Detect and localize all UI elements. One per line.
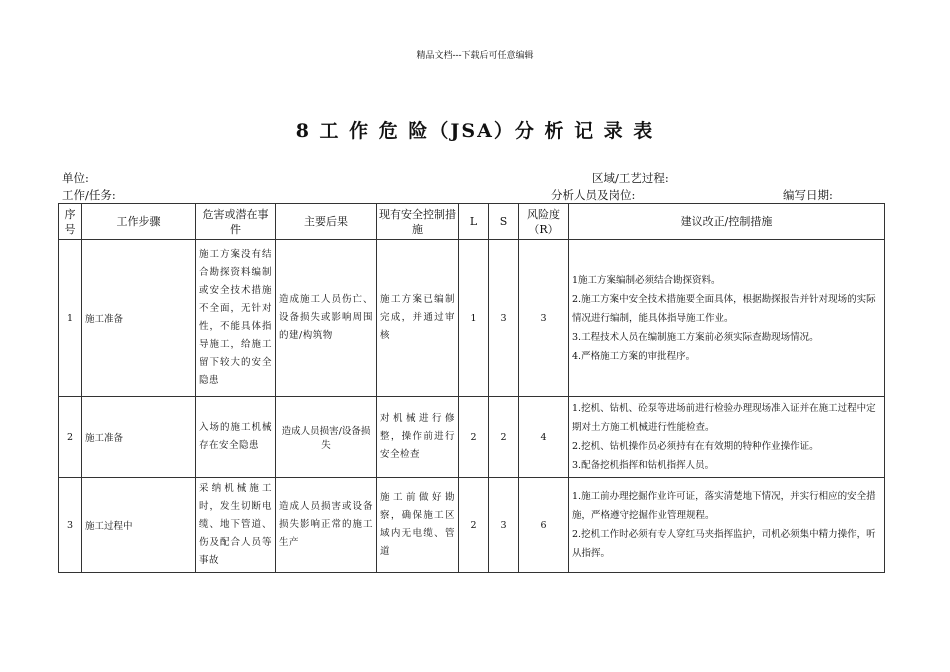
header-step: 工作步骤 [82, 204, 196, 240]
control-item: 3.配备挖机指挥和钻机指挥人员。 [572, 460, 715, 471]
row-risk: 6 [519, 478, 569, 573]
row-step: 施工准备 [82, 397, 196, 478]
row-l: 1 [459, 240, 489, 397]
task-label: 工作/任务: [62, 188, 116, 202]
control-item: 1.挖机、钻机、砼泵等进场前进行检验办理现场准入证并在施工过程中定期对土方施工机械进行性能检查。 [572, 403, 876, 433]
row-step: 施工准备 [82, 240, 196, 397]
control-item: 2.挖机工作时必须有专人穿红马夹指挥监护，司机必须集中精力操作，听从指挥。 [572, 529, 876, 559]
control-item: 3.工程技术人员在编制施工方案前必须实际查勘现场情况。 [572, 331, 819, 343]
header-consequence: 主要后果 [276, 204, 377, 240]
table-header-row [59, 204, 885, 240]
control-item: 4.严格施工方案的审批程序。 [572, 350, 696, 362]
row-consequence: 造成施工人员伤亡、设备损失或影响周围的建/构筑物 [276, 240, 377, 397]
row-hazard: 采纳机械施工时，发生切断电缆、地下管道、伤及配合人员等 事故 [196, 478, 276, 573]
control-item: 2.施工方案中安全技术措施要全面具体，根据勘探报告并针对现场的实际情况进行编制，能具体指导施工作业。 [572, 293, 876, 324]
header-note: 精品文档---下载后可任意编辑 [416, 51, 534, 61]
analyst-label: 分析人员及岗位: [551, 188, 636, 202]
row-l: 2 [459, 478, 489, 573]
header-measures: 现有安全控制措施 [377, 204, 459, 240]
date-label: 编写日期: [783, 188, 833, 202]
table-row [59, 478, 885, 573]
header-controls: 建议改正/控制措施 [569, 204, 885, 240]
row-controls [569, 397, 885, 478]
row-seq: 2 [59, 397, 82, 478]
row-s: 2 [489, 397, 519, 478]
control-item: 2.挖机、钻机操作员必须持有在有效期的特种作业操作证。 [572, 441, 819, 452]
jsa-table [58, 203, 885, 573]
header-risk: 风险度（R） [519, 204, 569, 240]
row-l: 2 [459, 397, 489, 478]
row-seq: 3 [59, 478, 82, 573]
table-row [59, 240, 885, 397]
row-consequence: 造成人员损害或设备损失影响正常的施工生产 [276, 478, 377, 573]
header-l: L [459, 204, 489, 240]
row-consequence: 造成人员损害/设备损失 [276, 397, 377, 478]
row-hazard: 施工方案没有结合勘探资料编制或安全技术措施不全面，无针对性，不能具体指导施工，给施工留下较大的安全隐患 [196, 240, 276, 397]
row-risk: 4 [519, 397, 569, 478]
control-item: 1.施工前办理挖掘作业许可证，落实清楚地下情况，并实行相应的安全措施，严格遵守挖掘作业管理规程。 [572, 491, 876, 521]
row-hazard: 入场的施工机械存在安全隐患 [196, 397, 276, 478]
row-measures: 施工前做好勘察，确保施工区域内无电缆、管道 [377, 478, 459, 573]
row-measures: 对机械进行修整，操作前进行安全检查 [377, 397, 459, 478]
row-s: 3 [489, 478, 519, 573]
row-step: 施工过程中 [82, 478, 196, 573]
header-s: S [489, 204, 519, 240]
row-risk: 3 [519, 240, 569, 397]
table-row [59, 397, 885, 478]
row-controls [569, 478, 885, 573]
area-label: 区域/工艺过程: [592, 171, 669, 185]
unit-label: 单位: [62, 171, 89, 185]
row-measures: 施工方案已编制完成，并通过审核 [377, 240, 459, 397]
header-hazard: 危害或潜在事件 [196, 204, 276, 240]
control-item: 1施工方案编制必须结合勘探资料。 [572, 274, 721, 286]
row-controls [569, 240, 885, 397]
row-seq: 1 [59, 240, 82, 397]
row-s: 3 [489, 240, 519, 397]
page-title: 8 工 作 危 险（JSA）分 析 记 录 表 [295, 120, 655, 142]
header-seq: 序号 [59, 204, 82, 240]
